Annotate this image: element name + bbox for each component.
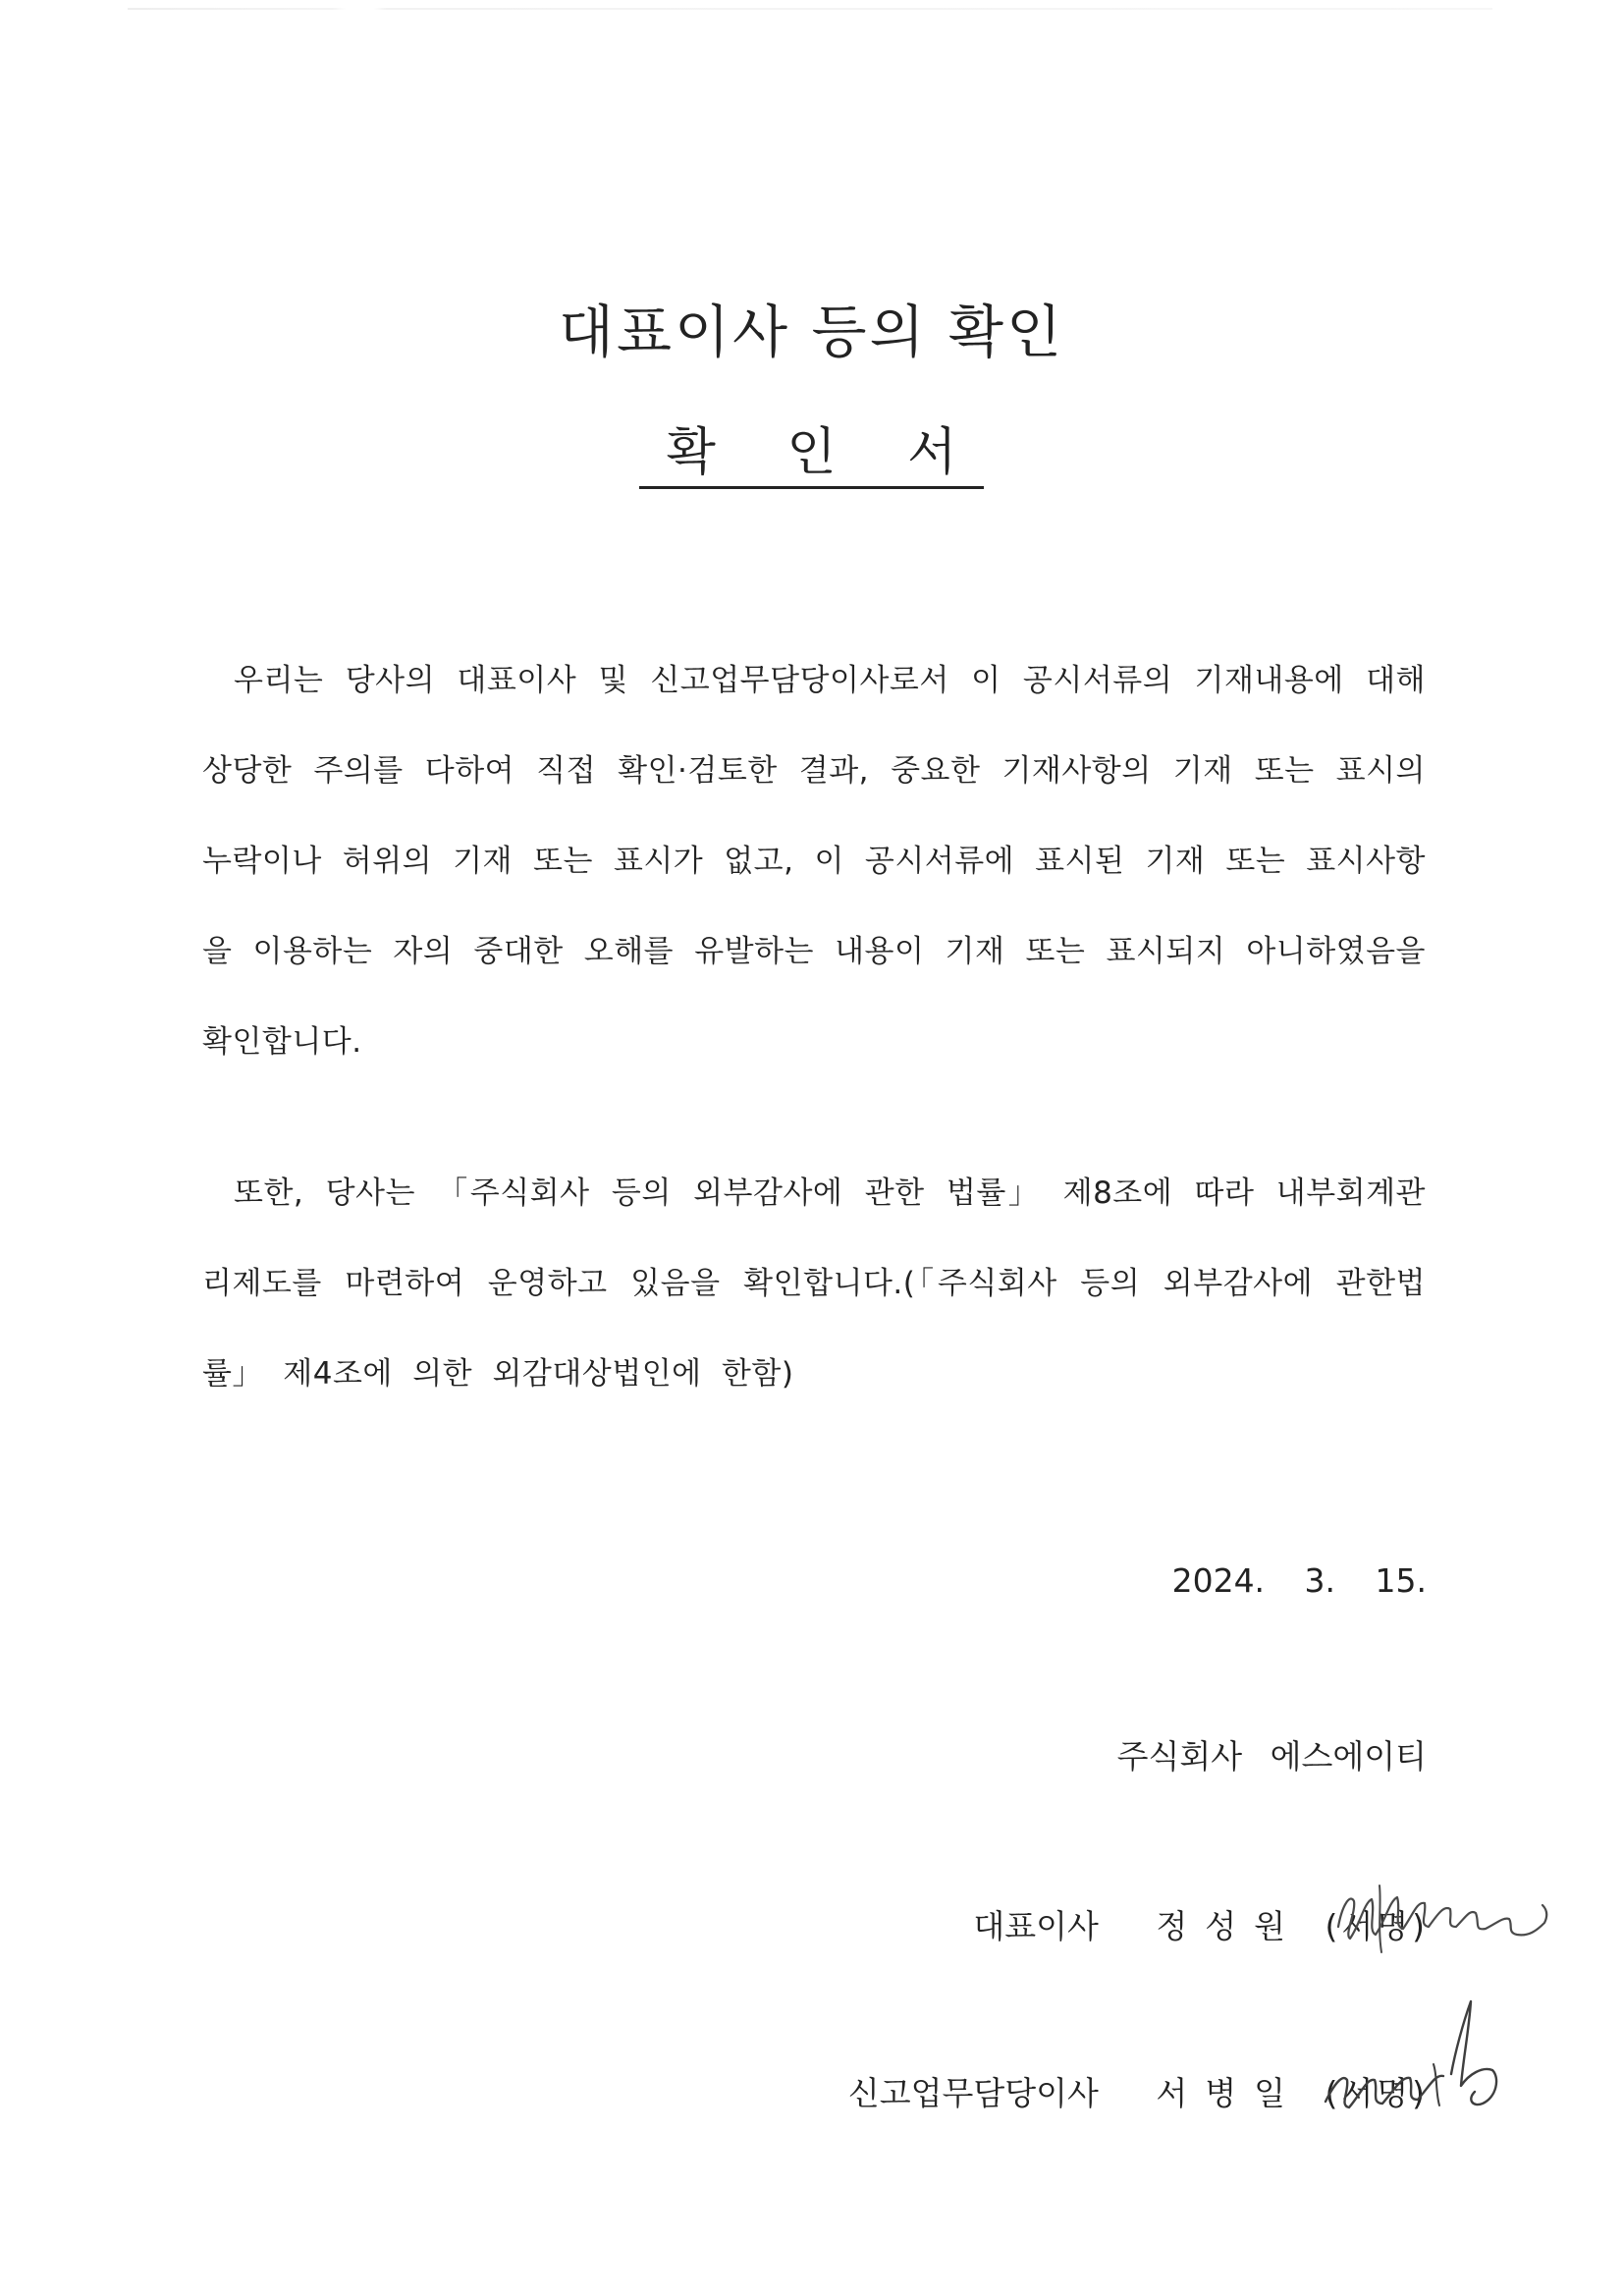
ceo-signature-label: (서명) — [1325, 1907, 1429, 1945]
ceo-role: 대표이사 — [973, 1907, 1099, 1945]
confirmation-paragraph-2: 또한, 당사는 「주식회사 등의 외부감사에 관한 법률」 제8조에 따라 내부회계관리제도를 마련하여 운영하고 있음을 확인합니다.(「주식회사 등의 외부감사에 관한법률」 제4조에 의한 외감대상법인에 한함) — [202, 1175, 1426, 1392]
confirmation-paragraph-1: 우리는 당사의 대표이사 및 신고업무담당이사로서 이 공시서류의 기재내용에 대해 상당한 주의를 다하여 직접 확인·검토한 결과, 중요한 기재사항의 기재 또는 표시의 누락이나 허위의 기재 또는 표시가 없고, 이 공시서류에 표시된 기재 또는 표시사항을 이용하는 자의 중대한 오해를 유발하는 내용이 기재 또는 표시되지 아니하였음을 확인합니다. — [202, 663, 1426, 1060]
disclosure-officer-signature-line — [848, 2068, 1429, 2114]
document-title: 대표이사 등의 확인 — [558, 298, 1065, 365]
disclosure-officer-signature-label: (서명) — [1325, 2074, 1429, 2112]
ceo-signature-line — [973, 1901, 1429, 1947]
disclosure-officer-name: 서병일 — [1156, 2074, 1303, 2112]
document-date: 2024. 3. 15. — [1171, 1561, 1427, 1600]
scan-edge-line — [128, 8, 1492, 10]
ceo-name: 정성원 — [1156, 1907, 1303, 1945]
disclosure-officer-role: 신고업무담당이사 — [847, 2074, 1099, 2112]
company-name: 주식회사 에스에이티 — [1116, 1737, 1427, 1776]
document-subtitle-wrapper — [0, 410, 1623, 489]
document-subtitle: 확 인 서 — [639, 410, 985, 489]
